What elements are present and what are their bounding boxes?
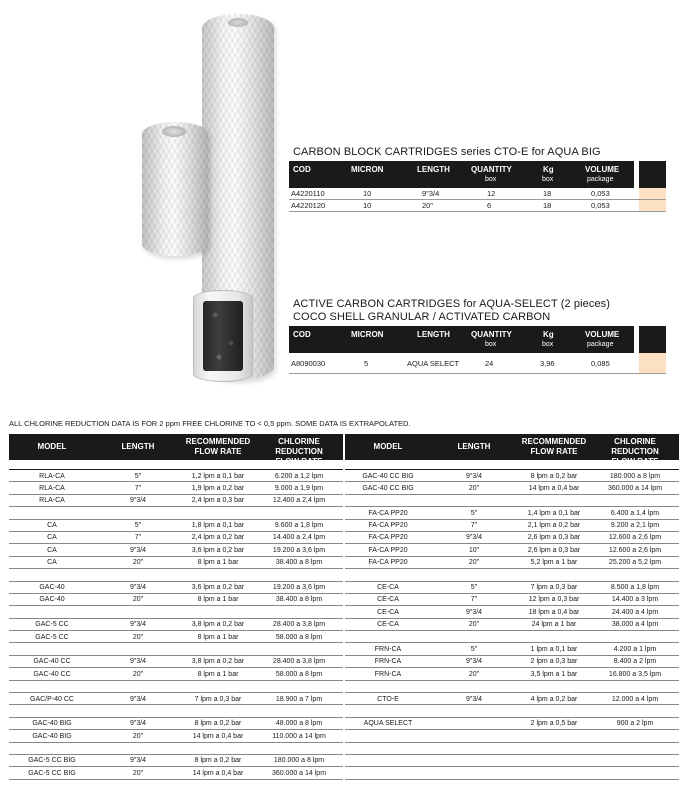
table-row bbox=[9, 470, 343, 482]
cell-length: 9"3/4 bbox=[129, 658, 147, 666]
cell-flow-rate: 4 lpm a 0,2 bar bbox=[530, 695, 578, 703]
cell-length: 9"3/4 bbox=[465, 658, 483, 666]
cell-length: 9"3/4 bbox=[129, 584, 147, 592]
cell-chlorine-reduction: 38.400 a 8 lpm bbox=[275, 596, 323, 604]
cell-flow-rate: 2,6 lpm a 0,3 bar bbox=[527, 534, 581, 542]
active-carbon-title-2: COCO SHELL GRANULAR / ACTIVATED CARBON bbox=[293, 311, 551, 323]
table-header bbox=[289, 326, 666, 353]
cell-quantity: 12 bbox=[487, 189, 496, 198]
cell-flow-rate: 1,9 lpm a 0,2 bar bbox=[191, 484, 245, 492]
table-header bbox=[9, 434, 343, 466]
col-model: MODEL bbox=[373, 442, 403, 451]
col-micron: MICRON bbox=[351, 165, 384, 174]
cell-flow-rate: 14 lpm a 0,4 bar bbox=[528, 484, 580, 492]
cell-flow-rate: 3,8 lpm a 0,2 bar bbox=[191, 658, 245, 666]
table-row bbox=[345, 520, 679, 532]
cell-chlorine-reduction: 28.400 a 3,8 lpm bbox=[272, 658, 326, 666]
table-row bbox=[9, 582, 343, 594]
col-volume-sub: package bbox=[587, 341, 614, 348]
table-row bbox=[345, 643, 679, 655]
cell-chlorine-reduction: 18.900 a 7 lpm bbox=[275, 695, 323, 703]
cell-model: CA bbox=[47, 522, 57, 530]
table-row bbox=[345, 743, 679, 755]
table-row bbox=[345, 532, 679, 544]
table-row bbox=[9, 681, 343, 693]
cell-chlorine-reduction: 38.000 a 4 lpm bbox=[611, 621, 659, 629]
col-flow-line1: RECOMMENDED bbox=[521, 437, 587, 446]
cell-flow-rate: 8 lpm a 1 bar bbox=[197, 596, 239, 604]
col-length: LENGTH bbox=[121, 442, 155, 451]
cell-length: 5" bbox=[470, 645, 478, 653]
cell-length: 9"3/4 bbox=[465, 608, 483, 616]
table-row bbox=[9, 544, 343, 556]
cell-volume: 0,053 bbox=[591, 189, 610, 198]
cell-length: 20" bbox=[132, 596, 144, 604]
cell-flow-rate: 2,6 lpm a 0,3 bar bbox=[527, 546, 581, 554]
table-row bbox=[345, 470, 679, 482]
cell-chlorine-reduction: 12.600 a 2,6 lpm bbox=[608, 534, 662, 542]
cell-chlorine-reduction: 14.400 a 2,4 lpm bbox=[272, 534, 326, 542]
table-row bbox=[345, 507, 679, 519]
cell-length: 7" bbox=[134, 484, 142, 492]
cell-model: GAC-40 BIG bbox=[32, 720, 72, 728]
price-cell bbox=[639, 353, 666, 373]
cell-model: GAC-5 CC BIG bbox=[28, 757, 76, 765]
cell-flow-rate: 2 lpm a 0,3 bar bbox=[530, 658, 578, 666]
cell-chlorine-reduction: 9.600 a 1,8 lpm bbox=[274, 522, 324, 530]
cell-flow-rate: 18 lpm a 0,4 bar bbox=[528, 608, 580, 616]
cell-model: CE-CA bbox=[377, 596, 399, 604]
cell-cod: A4220110 bbox=[291, 189, 325, 198]
cell-volume: 0,085 bbox=[591, 359, 610, 368]
cell-model: FA-CA PP20 bbox=[368, 534, 408, 542]
carbon-block-table bbox=[289, 161, 666, 212]
table-row bbox=[345, 755, 679, 767]
col-quantity-sub: box bbox=[485, 341, 497, 348]
cell-length: 9"3/4 bbox=[129, 695, 147, 703]
col-volume: VOLUME bbox=[585, 330, 620, 339]
carbon-core bbox=[203, 301, 243, 371]
cell-flow-rate: 2,4 lpm a 0,2 bar bbox=[191, 534, 245, 542]
table-row bbox=[345, 730, 679, 742]
cell-chlorine-reduction: 12.600 a 2,6 lpm bbox=[608, 546, 662, 554]
cell-length: 20" bbox=[422, 201, 434, 210]
table-row bbox=[9, 668, 343, 680]
cell-length: 7" bbox=[470, 596, 478, 604]
active-carbon-title-1: ACTIVE CARBON CARTRIDGES for AQUA-SELECT (2 pieces) bbox=[293, 298, 611, 310]
cell-chlorine-reduction: 360.000 a 14 lpm bbox=[271, 769, 327, 777]
cell-chlorine-reduction: 6.400 a 1,4 lpm bbox=[610, 509, 660, 517]
table-row bbox=[9, 507, 343, 519]
cell-volume: 0,053 bbox=[591, 201, 610, 210]
table-row bbox=[345, 656, 679, 668]
cell-quantity: 6 bbox=[487, 201, 492, 210]
table-row bbox=[9, 532, 343, 544]
col-flow-line2: FLOW RATE bbox=[194, 447, 242, 456]
cell-length: 5" bbox=[134, 472, 142, 480]
table-row bbox=[289, 188, 666, 200]
table-row bbox=[9, 482, 343, 494]
chlorine-table-left bbox=[9, 434, 343, 780]
col-length: LENGTH bbox=[417, 165, 450, 174]
col-kg: Kg bbox=[543, 330, 554, 339]
table-row bbox=[9, 643, 343, 655]
cell-length: 9"3/4 bbox=[465, 695, 483, 703]
cell-length: 7" bbox=[134, 534, 142, 542]
table-row bbox=[345, 631, 679, 643]
chlorine-note: ALL CHLORINE REDUCTION DATA IS FOR 2 ppm FREE CHLORINE TO < 0,5 ppm. SOME DATA IS EXTRAPOLATED. bbox=[9, 419, 411, 428]
cell-flow-rate: 14 lpm a 0,4 bar bbox=[192, 732, 244, 740]
cell-model: GAC-5 CC bbox=[35, 621, 69, 629]
table-row bbox=[345, 569, 679, 581]
table-row bbox=[345, 718, 679, 730]
col-quantity: QUANTITY bbox=[471, 330, 512, 339]
table-row bbox=[9, 495, 343, 507]
col-chlor-line1: CHLORINE REDUCTION bbox=[275, 437, 323, 456]
table-row bbox=[345, 544, 679, 556]
col-length: LENGTH bbox=[417, 330, 450, 339]
cell-kg: 18 bbox=[543, 201, 552, 210]
cell-kg: 3,96 bbox=[540, 359, 555, 368]
cell-model: GAC-40 bbox=[39, 584, 65, 592]
cell-chlorine-reduction: 9.200 a 2,1 lpm bbox=[610, 522, 660, 530]
col-length: LENGTH bbox=[457, 442, 491, 451]
cell-chlorine-reduction: 19.200 a 3,6 lpm bbox=[272, 546, 326, 554]
cell-model: GAC-40 CC bbox=[33, 658, 71, 666]
cell-model: FRN-CA bbox=[374, 658, 402, 666]
cell-chlorine-reduction: 48.000 a 8 lpm bbox=[275, 720, 323, 728]
cell-model: RLA-CA bbox=[39, 484, 65, 492]
table-header bbox=[289, 161, 666, 188]
table-row bbox=[9, 743, 343, 755]
cell-micron: 5 bbox=[364, 359, 369, 368]
cell-length: 20" bbox=[132, 633, 144, 641]
col-cod: COD bbox=[293, 330, 311, 339]
cell-flow-rate: 8 lpm a 0,2 bar bbox=[194, 720, 242, 728]
cell-micron: 10 bbox=[363, 201, 372, 210]
cell-flow-rate: 12 lpm a 0,3 bar bbox=[528, 596, 580, 604]
cell-chlorine-reduction: 9.000 a 1,9 lpm bbox=[274, 484, 324, 492]
cell-chlorine-reduction: 360.000 a 14 lpm bbox=[607, 484, 663, 492]
cartridge-hole bbox=[228, 18, 248, 27]
cell-flow-rate: 3,6 lpm a 0,2 bar bbox=[191, 546, 245, 554]
cell-chlorine-reduction: 180.000 a 8 lpm bbox=[609, 472, 661, 480]
cell-flow-rate: 1,4 lpm a 0,1 bar bbox=[527, 509, 581, 517]
table-row bbox=[345, 668, 679, 680]
cell-length: 7" bbox=[470, 522, 478, 530]
cell-chlorine-reduction: 19.200 a 3,6 lpm bbox=[272, 584, 326, 592]
cell-flow-rate: 3,6 lpm a 0,2 bar bbox=[191, 584, 245, 592]
cell-chlorine-reduction: 12.000 a 4 lpm bbox=[611, 695, 659, 703]
col-volume: VOLUME bbox=[585, 165, 620, 174]
col-chlorine-reduction bbox=[591, 437, 679, 467]
table-row bbox=[345, 582, 679, 594]
cell-length: 9"3/4 bbox=[465, 472, 483, 480]
col-flow-line1: RECOMMENDED bbox=[185, 437, 251, 446]
cell-chlorine-reduction: 110.000 a 14 lpm bbox=[272, 732, 326, 740]
table-row bbox=[9, 520, 343, 532]
table-row bbox=[289, 353, 666, 374]
table-row bbox=[9, 755, 343, 767]
cell-chlorine-reduction: 180.000 a 8 lpm bbox=[273, 757, 325, 765]
cell-length: 20" bbox=[132, 769, 144, 777]
cell-chlorine-reduction: 6.200 a 1,2 lpm bbox=[274, 472, 324, 480]
cell-model: RLA-CA bbox=[39, 497, 65, 505]
table-row bbox=[345, 495, 679, 507]
cell-flow-rate: 1,2 lpm a 0,1 bar bbox=[191, 472, 245, 480]
col-kg-sub: box bbox=[542, 341, 554, 348]
price-cell bbox=[639, 200, 666, 211]
cell-flow-rate: 7 lpm a 0,3 bar bbox=[530, 584, 578, 592]
cell-model: CE-CA bbox=[377, 608, 399, 616]
cell-model: FA-CA PP20 bbox=[368, 509, 408, 517]
table-body bbox=[9, 470, 343, 780]
price-cell bbox=[639, 188, 666, 199]
cartridge-hole bbox=[162, 126, 186, 137]
cell-kg: 18 bbox=[543, 189, 552, 198]
col-volume-sub: package bbox=[587, 176, 614, 183]
cell-model: CE-CA bbox=[377, 584, 399, 592]
cell-chlorine-reduction: 38.400 a 8 lpm bbox=[275, 559, 323, 567]
col-quantity: QUANTITY bbox=[471, 165, 512, 174]
col-recommended-flow bbox=[517, 437, 591, 457]
cell-flow-rate: 5,2 lpm a 1 bar bbox=[530, 559, 578, 567]
cell-model: GAC-40 CC bbox=[33, 670, 71, 678]
cell-flow-rate: 3,8 lpm a 0,2 bar bbox=[191, 621, 245, 629]
cell-length: 20" bbox=[468, 621, 480, 629]
cell-length: 20" bbox=[468, 670, 480, 678]
col-recommended-flow bbox=[181, 437, 255, 457]
cell-length: 5" bbox=[470, 584, 478, 592]
cell-chlorine-reduction: 14.400 a 3 lpm bbox=[611, 596, 659, 604]
table-row bbox=[289, 200, 666, 212]
cell-flow-rate: 8 lpm a 1 bar bbox=[197, 559, 239, 567]
cell-flow-rate: 2 lpm a 0,5 bar bbox=[530, 720, 578, 728]
table-row bbox=[9, 619, 343, 631]
cell-model: FA-CA PP20 bbox=[368, 522, 408, 530]
cell-flow-rate: 14 lpm a 0,4 bar bbox=[192, 769, 244, 777]
cell-model: RLA-CA bbox=[39, 472, 65, 480]
cell-model: CTO-E bbox=[377, 695, 399, 703]
cell-length: 9"3/4 bbox=[129, 546, 147, 554]
col-micron: MICRON bbox=[351, 330, 384, 339]
cell-length: 20" bbox=[468, 559, 480, 567]
table-row bbox=[345, 705, 679, 717]
table-row bbox=[345, 767, 679, 779]
cell-model: GAC-5 CC bbox=[35, 633, 69, 641]
cell-chlorine-reduction: 900 a 2 lpm bbox=[616, 720, 654, 728]
cell-quantity: 24 bbox=[485, 359, 494, 368]
active-carbon-cartridge-image bbox=[193, 290, 253, 382]
cell-model: FA-CA PP20 bbox=[368, 546, 408, 554]
cell-model: AQUA SELECT bbox=[363, 720, 413, 728]
cell-chlorine-reduction: 16.800 a 3,5 lpm bbox=[608, 670, 662, 678]
table-row bbox=[345, 482, 679, 494]
cell-model: GAC-40 CC BIG bbox=[362, 472, 414, 480]
table-row bbox=[9, 557, 343, 569]
cell-chlorine-reduction: 12.400 a 2,4 lpm bbox=[272, 497, 326, 505]
cell-length: 5" bbox=[134, 522, 142, 530]
chlorine-table-right bbox=[345, 434, 679, 780]
cell-length: 9"3/4 bbox=[129, 720, 147, 728]
cell-length: 9"3/4 bbox=[129, 621, 147, 629]
carbon-block-cartridge-short-image bbox=[142, 122, 208, 256]
table-row bbox=[9, 767, 343, 779]
cell-length: 20" bbox=[132, 670, 144, 678]
cell-model: CA bbox=[47, 546, 57, 554]
cell-model: CA bbox=[47, 534, 57, 542]
cell-chlorine-reduction: 8.400 a 2 lpm bbox=[613, 658, 657, 666]
table-row bbox=[345, 681, 679, 693]
cell-model: CA bbox=[47, 559, 57, 567]
cell-flow-rate: 8 lpm a 1 bar bbox=[197, 633, 239, 641]
carbon-block-title: CARBON BLOCK CARTRIDGES series CTO-E for AQUA BIG bbox=[293, 146, 601, 158]
table-row bbox=[345, 557, 679, 569]
cell-model: GAC-40 CC BIG bbox=[362, 484, 414, 492]
col-chlor-line2: FLOW RATE bbox=[275, 457, 323, 466]
table-row bbox=[345, 619, 679, 631]
cell-model: GAC-5 CC BIG bbox=[28, 769, 76, 777]
col-chlor-line1: CHLORINE REDUCTION bbox=[611, 437, 659, 456]
cell-model: FA-CA PP20 bbox=[368, 559, 408, 567]
cell-micron: 10 bbox=[363, 189, 372, 198]
cell-flow-rate: 1 lpm a 0,1 bar bbox=[530, 645, 578, 653]
cell-chlorine-reduction: 4.200 a 1 lpm bbox=[613, 645, 657, 653]
cell-flow-rate: 24 lpm a 1 bar bbox=[531, 621, 577, 629]
cell-model: GAC/P-40 CC bbox=[30, 695, 74, 703]
table-body bbox=[345, 470, 679, 780]
cell-model: GAC-40 BIG bbox=[32, 732, 72, 740]
cell-length: 9"3/4 bbox=[422, 189, 440, 198]
table-row bbox=[9, 730, 343, 742]
table-row bbox=[9, 656, 343, 668]
cell-length: 5" bbox=[470, 509, 478, 517]
col-chlorine-reduction bbox=[255, 437, 343, 467]
cell-flow-rate: 2,4 lpm a 0,3 bar bbox=[191, 497, 245, 505]
cell-flow-rate: 8 lpm a 0,2 bar bbox=[530, 472, 578, 480]
cell-length: 20" bbox=[468, 484, 480, 492]
active-carbon-table bbox=[289, 326, 666, 374]
cell-flow-rate: 1,8 lpm a 0,1 bar bbox=[191, 522, 245, 530]
table-row bbox=[9, 606, 343, 618]
table-row bbox=[9, 569, 343, 581]
header-gap bbox=[634, 161, 639, 188]
table-row bbox=[9, 718, 343, 730]
cell-cod: A8090030 bbox=[291, 359, 326, 368]
cell-flow-rate: 3,5 lpm a 1 bar bbox=[530, 670, 578, 678]
cell-cod: A4220120 bbox=[291, 201, 326, 210]
col-chlor-line2: FLOW RATE bbox=[611, 457, 659, 466]
table-row bbox=[345, 594, 679, 606]
cell-length: 20" bbox=[132, 732, 144, 740]
cell-model: FRN-CA bbox=[374, 645, 402, 653]
cell-length: 9"3/4 bbox=[129, 497, 147, 505]
cell-model: GAC-40 bbox=[39, 596, 65, 604]
cell-length: AQUA SELECT bbox=[407, 359, 460, 368]
col-model: MODEL bbox=[37, 442, 67, 451]
cell-flow-rate: 8 lpm a 0,2 bar bbox=[194, 757, 242, 765]
cell-flow-rate: 8 lpm a 1 bar bbox=[197, 670, 239, 678]
table-row bbox=[9, 594, 343, 606]
table-row bbox=[9, 631, 343, 643]
cell-chlorine-reduction: 58.000 a 8 lpm bbox=[275, 633, 323, 641]
cell-length: 20" bbox=[132, 559, 144, 567]
cell-flow-rate: 2,1 lpm a 0,2 bar bbox=[527, 522, 581, 530]
table-row bbox=[345, 606, 679, 618]
table-row bbox=[9, 705, 343, 717]
col-kg: Kg bbox=[543, 165, 554, 174]
cell-model: CE-CA bbox=[377, 621, 399, 629]
header-gap bbox=[634, 326, 639, 353]
cell-flow-rate: 7 lpm a 0,3 bar bbox=[194, 695, 242, 703]
col-kg-sub: box bbox=[542, 176, 554, 183]
table-row bbox=[345, 693, 679, 705]
col-cod: COD bbox=[293, 165, 311, 174]
cell-chlorine-reduction: 58.000 a 8 lpm bbox=[275, 670, 323, 678]
table-row bbox=[9, 693, 343, 705]
cell-length: 10" bbox=[468, 546, 480, 554]
table-header bbox=[345, 434, 679, 466]
cell-length: 9"3/4 bbox=[465, 534, 483, 542]
cell-model: FRN-CA bbox=[374, 670, 402, 678]
cell-chlorine-reduction: 24.400 a 4 lpm bbox=[611, 608, 659, 616]
col-quantity-sub: box bbox=[485, 176, 497, 183]
col-flow-line2: FLOW RATE bbox=[530, 447, 578, 456]
cell-length: 9"3/4 bbox=[129, 757, 147, 765]
cell-chlorine-reduction: 25.200 a 5,2 lpm bbox=[608, 559, 662, 567]
cell-chlorine-reduction: 8.500 a 1,8 lpm bbox=[610, 584, 660, 592]
cell-chlorine-reduction: 28.400 a 3,8 lpm bbox=[272, 621, 326, 629]
